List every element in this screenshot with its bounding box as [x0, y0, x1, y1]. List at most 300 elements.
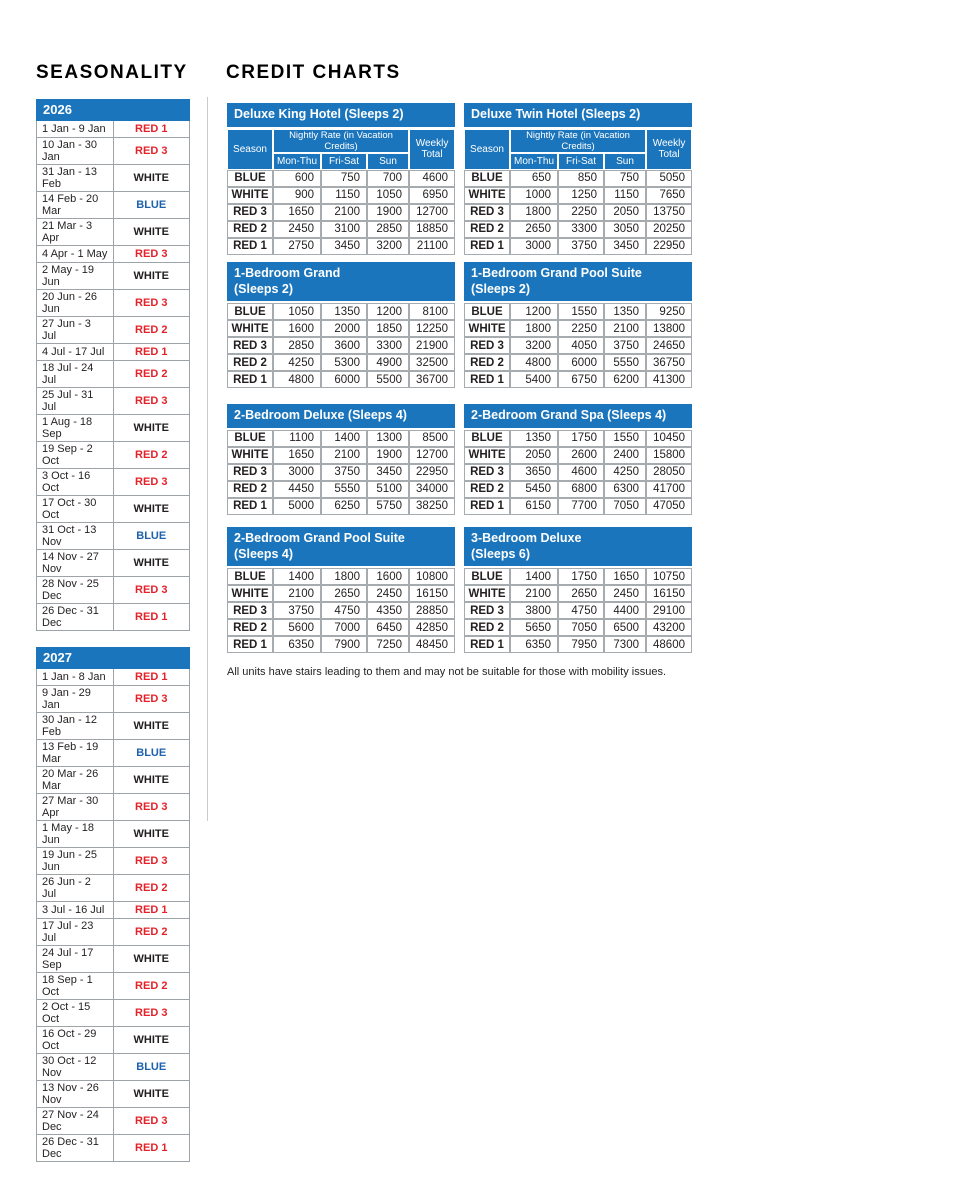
credit-value: 3450	[604, 238, 646, 255]
credit-value: 4800	[273, 371, 321, 388]
credit-value: 900	[273, 187, 321, 204]
date-range: 20 Mar - 26 Mar	[37, 767, 114, 794]
credit-data-row	[227, 303, 455, 320]
credit-value: 5300	[321, 354, 367, 371]
season-row	[37, 344, 190, 361]
credit-table-title	[464, 527, 692, 568]
credit-value: 36750	[646, 354, 692, 371]
credit-table-title-line: 2-Bedroom Grand Pool Suite	[234, 531, 405, 545]
date-range: 3 Oct - 16 Oct	[37, 469, 114, 496]
season-label: RED 3	[464, 204, 510, 221]
seasonality-tables-container	[36, 99, 190, 1178]
credit-data-row	[227, 568, 455, 585]
credit-value: 2100	[273, 585, 321, 602]
credit-data-row	[464, 481, 692, 498]
date-range: 13 Feb - 19 Mar	[37, 740, 114, 767]
credit-value: 3000	[510, 238, 558, 255]
credit-value: 13800	[646, 320, 692, 337]
season-label: BLUE	[464, 430, 510, 447]
credit-value: 7950	[558, 636, 604, 653]
credit-chart-table	[227, 103, 455, 255]
credit-data-row	[227, 481, 455, 498]
season-label: RED 2	[464, 619, 510, 636]
credit-table-title-line: 2-Bedroom Grand Spa (Sleeps 4)	[471, 408, 667, 422]
credit-value: 1750	[558, 568, 604, 585]
season-label: RED 2	[113, 361, 190, 388]
year-header: 2027	[37, 648, 190, 669]
season-row	[37, 821, 190, 848]
season-label: WHITE	[464, 320, 510, 337]
credit-value: 3450	[367, 464, 409, 481]
season-label: WHITE	[464, 585, 510, 602]
credit-table-title-row	[227, 103, 455, 129]
season-label: RED 3	[464, 337, 510, 354]
season-label: RED 2	[113, 442, 190, 469]
credit-value: 1350	[321, 303, 367, 320]
credit-value: 1600	[367, 568, 409, 585]
date-range: 16 Oct - 29 Oct	[37, 1027, 114, 1054]
credit-value: 6200	[604, 371, 646, 388]
season-label: RED 2	[464, 354, 510, 371]
credit-value: 3000	[273, 464, 321, 481]
season-label: RED 3	[113, 469, 190, 496]
credit-value: 43200	[646, 619, 692, 636]
season-label: WHITE	[113, 821, 190, 848]
credit-value: 34000	[409, 481, 455, 498]
credit-value: 6000	[321, 371, 367, 388]
season-row	[37, 713, 190, 740]
credit-value: 2000	[321, 320, 367, 337]
credit-value: 1400	[510, 568, 558, 585]
season-label: RED 1	[113, 1135, 190, 1162]
season-row	[37, 317, 190, 344]
credit-value: 1050	[367, 187, 409, 204]
credit-table-title-row	[464, 262, 692, 303]
date-range: 13 Nov - 26 Nov	[37, 1081, 114, 1108]
credit-value: 3100	[321, 221, 367, 238]
season-label: RED 3	[113, 290, 190, 317]
nightly-rate-header: Nightly Rate (in Vacation Credits)	[510, 129, 646, 153]
credit-value: 7050	[558, 619, 604, 636]
credit-value: 5550	[321, 481, 367, 498]
season-row	[37, 973, 190, 1000]
date-range: 14 Nov - 27 Nov	[37, 550, 114, 577]
season-row	[37, 1081, 190, 1108]
credit-data-row	[227, 498, 455, 515]
credit-data-row	[464, 238, 692, 255]
credit-data-row	[227, 238, 455, 255]
credit-value: 1150	[604, 187, 646, 204]
credit-data-row	[227, 170, 455, 187]
credit-value: 1550	[604, 430, 646, 447]
credit-chart-table	[464, 262, 692, 388]
credit-value: 6450	[367, 619, 409, 636]
weekly-total-header-line: Total	[658, 149, 680, 161]
credit-data-row	[464, 170, 692, 187]
season-row	[37, 1054, 190, 1081]
weekly-total-header-line: Total	[421, 149, 443, 161]
season-row	[37, 246, 190, 263]
seasonality-year-table	[36, 99, 190, 631]
credit-table-title-line: (Sleeps 2)	[234, 281, 294, 296]
season-label: WHITE	[227, 187, 273, 204]
credit-value: 6500	[604, 619, 646, 636]
credit-value: 1650	[273, 447, 321, 464]
credit-value: 1750	[558, 430, 604, 447]
credit-value: 48600	[646, 636, 692, 653]
year-header-row	[37, 648, 190, 669]
credit-value: 4250	[273, 354, 321, 371]
season-label: BLUE	[464, 303, 510, 320]
credit-value: 1000	[510, 187, 558, 204]
season-label: BLUE	[113, 192, 190, 219]
season-label: RED 3	[464, 602, 510, 619]
credit-table-title-line: (Sleeps 4)	[234, 546, 294, 561]
season-label: RED 3	[113, 1000, 190, 1027]
credit-value: 28850	[409, 602, 455, 619]
date-range: 24 Jul - 17 Sep	[37, 946, 114, 973]
credit-value: 3200	[367, 238, 409, 255]
credit-value: 2650	[321, 585, 367, 602]
credit-value: 6250	[321, 498, 367, 515]
credit-value: 1200	[510, 303, 558, 320]
credit-value: 3300	[558, 221, 604, 238]
credit-value: 1550	[558, 303, 604, 320]
credit-value: 5450	[510, 481, 558, 498]
season-row	[37, 415, 190, 442]
credit-value: 42850	[409, 619, 455, 636]
credit-data-row	[227, 221, 455, 238]
day-column-header: Mon-Thu	[510, 153, 558, 170]
credit-table-title	[227, 404, 455, 430]
season-row	[37, 165, 190, 192]
credit-table-title-line: 1-Bedroom Grand	[234, 266, 341, 280]
season-label: RED 3	[113, 577, 190, 604]
credit-data-row	[227, 447, 455, 464]
credit-value: 3050	[604, 221, 646, 238]
credit-value: 47050	[646, 498, 692, 515]
credit-value: 2450	[604, 585, 646, 602]
credit-value: 7700	[558, 498, 604, 515]
date-range: 4 Apr - 1 May	[37, 246, 114, 263]
credit-table-title-row	[227, 527, 455, 568]
date-range: 26 Dec - 31 Dec	[37, 604, 114, 631]
credit-data-row	[227, 354, 455, 371]
credit-value: 2250	[558, 204, 604, 221]
season-row	[37, 219, 190, 246]
date-range: 4 Jul - 17 Jul	[37, 344, 114, 361]
credit-value: 7900	[321, 636, 367, 653]
season-row	[37, 442, 190, 469]
credit-value: 4750	[558, 602, 604, 619]
season-label: BLUE	[227, 430, 273, 447]
season-label: RED 2	[227, 354, 273, 371]
season-label: RED 1	[113, 344, 190, 361]
weekly-total-header	[409, 129, 455, 170]
credit-table-title-line: (Sleeps 6)	[471, 546, 531, 561]
date-range: 3 Jul - 16 Jul	[37, 902, 114, 919]
credit-value: 2250	[558, 320, 604, 337]
credit-value: 2100	[321, 204, 367, 221]
credit-value: 6350	[273, 636, 321, 653]
credit-value: 6950	[409, 187, 455, 204]
season-label: RED 1	[113, 121, 190, 138]
credit-value: 2850	[367, 221, 409, 238]
credit-value: 6800	[558, 481, 604, 498]
credit-table-title	[464, 404, 692, 430]
season-label: BLUE	[464, 170, 510, 187]
credit-value: 4350	[367, 602, 409, 619]
season-label: RED 3	[113, 848, 190, 875]
credit-value: 32500	[409, 354, 455, 371]
day-column-header: Sun	[604, 153, 646, 170]
season-label: WHITE	[113, 263, 190, 290]
credit-value: 2050	[510, 447, 558, 464]
day-column-header: Mon-Thu	[273, 153, 321, 170]
season-label: WHITE	[113, 496, 190, 523]
season-label: WHITE	[113, 946, 190, 973]
credit-table-title	[464, 262, 692, 303]
season-row	[37, 1108, 190, 1135]
season-label: RED 3	[227, 337, 273, 354]
date-range: 1 Jan - 9 Jan	[37, 121, 114, 138]
season-label: RED 1	[227, 498, 273, 515]
credit-value: 4050	[558, 337, 604, 354]
season-label: BLUE	[227, 170, 273, 187]
seasonality-title: SEASONALITY	[36, 62, 188, 83]
credit-value: 5750	[367, 498, 409, 515]
credit-value: 5650	[510, 619, 558, 636]
date-range: 27 Jun - 3 Jul	[37, 317, 114, 344]
credit-data-row	[227, 585, 455, 602]
season-row	[37, 767, 190, 794]
credit-value: 2650	[558, 585, 604, 602]
season-label: WHITE	[113, 550, 190, 577]
credit-value: 38250	[409, 498, 455, 515]
credit-value: 21900	[409, 337, 455, 354]
date-range: 1 Jan - 8 Jan	[37, 669, 114, 686]
weekly-total-header-line: Weekly	[652, 137, 686, 149]
credit-data-row	[227, 337, 455, 354]
credit-value: 7050	[604, 498, 646, 515]
credit-value: 3750	[558, 238, 604, 255]
date-range: 2 May - 19 Jun	[37, 263, 114, 290]
credit-data-row	[227, 187, 455, 204]
season-label: WHITE	[113, 165, 190, 192]
credit-value: 1850	[367, 320, 409, 337]
season-label: RED 1	[113, 669, 190, 686]
credit-table-title-row	[227, 262, 455, 303]
credit-value: 13750	[646, 204, 692, 221]
season-row	[37, 138, 190, 165]
credit-value: 2050	[604, 204, 646, 221]
credit-value: 10750	[646, 568, 692, 585]
season-row	[37, 669, 190, 686]
day-column-header: Fri-Sat	[321, 153, 367, 170]
credit-value: 2850	[273, 337, 321, 354]
season-row	[37, 919, 190, 946]
date-range: 19 Jun - 25 Jun	[37, 848, 114, 875]
credit-value: 6150	[510, 498, 558, 515]
credit-value: 28050	[646, 464, 692, 481]
season-label: RED 2	[113, 875, 190, 902]
credit-value: 1650	[604, 568, 646, 585]
credit-value: 16150	[409, 585, 455, 602]
credit-value: 5400	[510, 371, 558, 388]
season-label: WHITE	[113, 219, 190, 246]
season-row	[37, 794, 190, 821]
year-header-row	[37, 100, 190, 121]
season-label: RED 3	[227, 204, 273, 221]
credit-chart-table	[464, 404, 692, 515]
credit-value: 2100	[321, 447, 367, 464]
season-column-header: Season	[464, 129, 510, 170]
season-label: RED 1	[464, 371, 510, 388]
credit-value: 3200	[510, 337, 558, 354]
credit-value: 1400	[273, 568, 321, 585]
credit-table-title-row	[464, 404, 692, 430]
day-column-header: Sun	[367, 153, 409, 170]
credit-value: 1350	[510, 430, 558, 447]
credit-value: 12700	[409, 204, 455, 221]
credit-value: 5500	[367, 371, 409, 388]
credit-header-row	[227, 129, 455, 153]
date-range: 20 Jun - 26 Jun	[37, 290, 114, 317]
date-range: 17 Oct - 30 Oct	[37, 496, 114, 523]
credit-table-title	[227, 262, 455, 303]
credit-value: 29100	[646, 602, 692, 619]
credit-value: 1350	[604, 303, 646, 320]
credit-data-row	[464, 585, 692, 602]
nightly-rate-header: Nightly Rate (in Vacation Credits)	[273, 129, 409, 153]
credit-value: 5100	[367, 481, 409, 498]
credit-value: 36700	[409, 371, 455, 388]
credit-header-row	[464, 129, 692, 153]
credit-value: 1900	[367, 447, 409, 464]
season-row	[37, 1000, 190, 1027]
credit-value: 21100	[409, 238, 455, 255]
credit-value: 750	[604, 170, 646, 187]
credit-value: 20250	[646, 221, 692, 238]
credit-value: 650	[510, 170, 558, 187]
credit-value: 850	[558, 170, 604, 187]
credit-value: 1650	[273, 204, 321, 221]
credit-value: 3600	[321, 337, 367, 354]
season-label: BLUE	[227, 568, 273, 585]
season-label: RED 1	[464, 238, 510, 255]
season-label: RED 2	[227, 619, 273, 636]
credit-chart-table	[464, 103, 692, 255]
date-range: 19 Sep - 2 Oct	[37, 442, 114, 469]
season-row	[37, 902, 190, 919]
credit-data-row	[464, 303, 692, 320]
credit-data-row	[227, 204, 455, 221]
season-label: RED 2	[113, 317, 190, 344]
season-label: RED 1	[227, 636, 273, 653]
season-label: RED 3	[227, 464, 273, 481]
season-row	[37, 1135, 190, 1162]
credit-value: 1400	[321, 430, 367, 447]
date-range: 17 Jul - 23 Jul	[37, 919, 114, 946]
credit-value: 2450	[273, 221, 321, 238]
credit-value: 7250	[367, 636, 409, 653]
credit-chart-table	[227, 262, 455, 388]
credit-value: 1800	[321, 568, 367, 585]
credit-value: 12250	[409, 320, 455, 337]
season-label: WHITE	[113, 713, 190, 740]
season-label: RED 1	[464, 498, 510, 515]
credit-value: 7650	[646, 187, 692, 204]
credit-value: 4250	[604, 464, 646, 481]
season-label: RED 3	[227, 602, 273, 619]
season-row	[37, 740, 190, 767]
season-label: RED 3	[113, 138, 190, 165]
credit-value: 4800	[510, 354, 558, 371]
date-range: 28 Nov - 25 Dec	[37, 577, 114, 604]
credit-value: 4450	[273, 481, 321, 498]
year-header: 2026	[37, 100, 190, 121]
season-label: BLUE	[227, 303, 273, 320]
season-label: RED 1	[227, 371, 273, 388]
credit-value: 1600	[273, 320, 321, 337]
credit-chart-table	[464, 527, 692, 653]
credit-value: 2650	[510, 221, 558, 238]
credit-data-row	[227, 464, 455, 481]
credit-value: 8500	[409, 430, 455, 447]
credit-value: 2750	[273, 238, 321, 255]
credit-table-title-line: Deluxe Twin Hotel (Sleeps 2)	[471, 107, 641, 121]
season-row	[37, 604, 190, 631]
season-row	[37, 577, 190, 604]
season-label: RED 2	[227, 481, 273, 498]
credit-value: 1800	[510, 204, 558, 221]
season-label: RED 2	[464, 221, 510, 238]
credit-table-title-line: 3-Bedroom Deluxe	[471, 531, 582, 545]
credit-value: 15800	[646, 447, 692, 464]
credit-value: 3650	[510, 464, 558, 481]
credit-value: 4400	[604, 602, 646, 619]
credit-value: 41300	[646, 371, 692, 388]
credit-table-title-row	[464, 103, 692, 129]
season-label: RED 2	[227, 221, 273, 238]
season-label: WHITE	[227, 585, 273, 602]
credit-value: 4750	[321, 602, 367, 619]
credit-value: 1250	[558, 187, 604, 204]
season-label: RED 1	[464, 636, 510, 653]
credit-data-row	[464, 204, 692, 221]
date-range: 26 Dec - 31 Dec	[37, 1135, 114, 1162]
credit-table-title	[464, 103, 692, 129]
day-column-header: Fri-Sat	[558, 153, 604, 170]
credit-value: 6750	[558, 371, 604, 388]
season-label: WHITE	[113, 767, 190, 794]
credit-value: 1200	[367, 303, 409, 320]
season-row	[37, 875, 190, 902]
credit-value: 16150	[646, 585, 692, 602]
credit-data-row	[464, 568, 692, 585]
seasonality-year-table	[36, 647, 190, 1162]
date-range: 27 Nov - 24 Dec	[37, 1108, 114, 1135]
date-range: 2 Oct - 15 Oct	[37, 1000, 114, 1027]
credit-data-row	[464, 320, 692, 337]
credit-value: 4600	[409, 170, 455, 187]
season-label: RED 2	[113, 919, 190, 946]
season-label: BLUE	[113, 740, 190, 767]
season-row	[37, 550, 190, 577]
credit-value: 41700	[646, 481, 692, 498]
credit-value: 750	[321, 170, 367, 187]
date-range: 30 Jan - 12 Feb	[37, 713, 114, 740]
